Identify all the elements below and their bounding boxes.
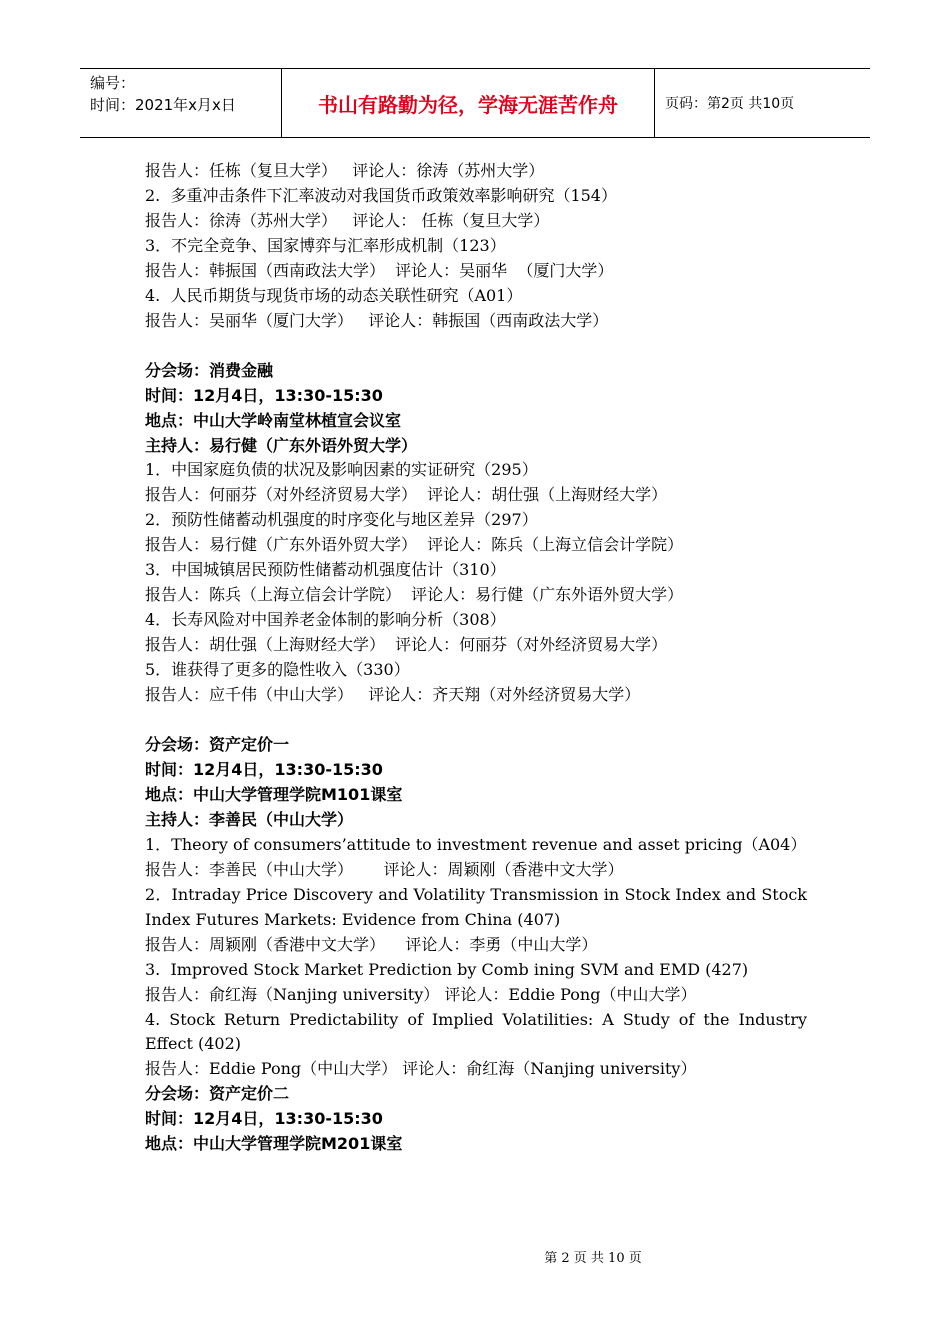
body-text-line: 报告人：徐涛（苏州大学） 评论人： 任栋（复旦大学） bbox=[145, 210, 550, 230]
body-text-line: 报告人：易行健（广东外语外贸大学） 评论人：陈兵（上海立信会计学院） bbox=[145, 535, 684, 555]
header-page-info: 页码：第2页 共10页 bbox=[665, 96, 795, 112]
body-text-line: 2. 多重冲击条件下汇率波动对我国货币政策效率影响研究（154） bbox=[145, 185, 617, 205]
session-heading-line: 地点：中山大学管理学院M101课室 bbox=[145, 784, 403, 804]
body-text-line: 报告人：何丽芬（对外经济贸易大学） 评论人：胡仕强（上海财经大学） bbox=[145, 485, 668, 505]
session-heading-line: 地点：中山大学岭南堂林植宣会议室 bbox=[145, 410, 402, 430]
header-motto: 书山有路勤为径，学海无涯苦作舟 bbox=[282, 69, 655, 137]
time-label: 时间：2021年x月x日 bbox=[90, 96, 236, 114]
body-text-line: 3．不完全竞争、国家博弈与汇率形成机制（123） bbox=[145, 235, 506, 255]
body-text-line: 报告人：任栋（复旦大学） 评论人：徐涛（苏州大学） bbox=[145, 161, 545, 180]
session-heading-line: 主持人：易行健（广东外语外贸大学） bbox=[145, 435, 418, 455]
body-text-line: 4. Stock Return Predictability of Implied Volatilities: A Study of the Industry Effect (402) bbox=[145, 1009, 807, 1054]
document-body bbox=[145, 159, 807, 1157]
session-heading-line: 时间：12月4日，13:30-15:30 bbox=[145, 1109, 383, 1129]
body-text-line: 4. 人民币期货与现货市场的动态关联性研究（A01） bbox=[145, 285, 523, 305]
body-text-line: 报告人：胡仕强（上海财经大学） 评论人：何丽芬（对外经济贸易大学） bbox=[145, 635, 668, 655]
session-heading-line: 时间：12月4日，13:30-15:30 bbox=[145, 385, 383, 405]
body-text-line: 报告人：俞红海（Nanjing university） 评论人：Eddie Pong（中山大学） bbox=[145, 984, 697, 1004]
body-text-line: 2．Intraday Price Discovery and Volatility Transmission in Stock Index and Stock Index Futures Markets: Evidence from China (407) bbox=[145, 884, 807, 929]
body-text-line: 1．Theory of consumers’attitude to investment revenue and asset pricing（A04） bbox=[145, 834, 807, 854]
session-heading-line: 分会场：消费金融 bbox=[145, 360, 274, 380]
session-heading-line: 时间：12月4日，13:30-15:30 bbox=[145, 759, 383, 779]
body-text-line: 报告人：应千伟（中山大学） 评论人：齐天翔（对外经济贸易大学） bbox=[145, 685, 641, 705]
body-text-line: 报告人：周颖刚（香港中文大学） 评论人：李勇（中山大学） bbox=[145, 934, 598, 954]
blank-line bbox=[145, 334, 807, 359]
session-heading-line: 主持人：李善民（中山大学） bbox=[145, 809, 354, 829]
body-text-line: 报告人：吴丽华（厦门大学） 评论人：韩振国（西南政法大学） bbox=[145, 310, 609, 330]
blank-line bbox=[145, 708, 807, 733]
body-text-line: 4．长寿风险对中国养老金体制的影响分析（308） bbox=[145, 610, 506, 630]
page-footer: 第 2 页 共 10 页 bbox=[544, 1251, 642, 1266]
body-text-line: 报告人：李善民（中山大学） 评论人：周颖刚（香港中文大学） bbox=[145, 859, 624, 879]
session-heading-line: 分会场：资产定价二 bbox=[145, 1084, 290, 1104]
session-heading-line: 分会场：资产定价一 bbox=[145, 735, 290, 755]
body-text-line: 1．中国家庭负债的状况及影响因素的实证研究（295） bbox=[145, 460, 538, 480]
body-text-line: 报告人：韩振国（西南政法大学） 评论人：吴丽华 （厦门大学） bbox=[145, 260, 614, 280]
body-text-line: 报告人：陈兵（上海立信会计学院） 评论人：易行健（广东外语外贸大学） bbox=[145, 585, 684, 605]
session-heading-line: 地点：中山大学管理学院M201课室 bbox=[145, 1134, 403, 1154]
body-text-line: 5．谁获得了更多的隐性收入（330） bbox=[145, 660, 410, 680]
body-text-line: 报告人：Eddie Pong（中山大学） 评论人：俞红海（Nanjing university） bbox=[145, 1059, 697, 1079]
body-text-line: 3. Improved Stock Market Prediction by Comb ining SVM and EMD (427) bbox=[145, 959, 749, 979]
page-header bbox=[80, 68, 870, 138]
body-text-line: 2．预防性储蓄动机强度的时序变化与地区差异（297） bbox=[145, 510, 538, 530]
number-label: 编号： bbox=[90, 74, 136, 92]
body-text-line: 3．中国城镇居民预防性储蓄动机强度估计（310） bbox=[145, 560, 506, 580]
header-meta bbox=[80, 69, 282, 137]
